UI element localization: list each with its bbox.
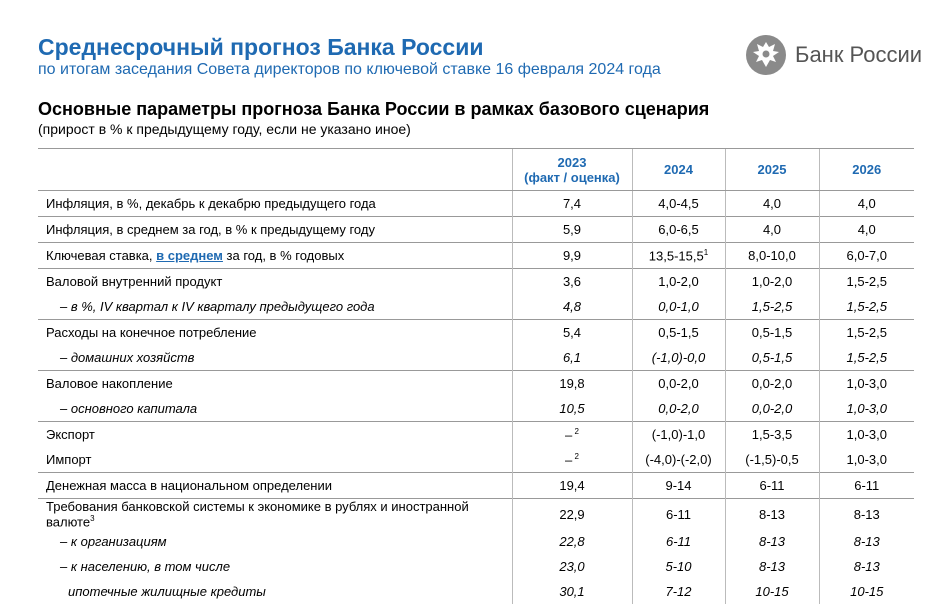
header-2024: 2024 — [632, 149, 725, 191]
forecast-table — [38, 148, 914, 604]
value-cell: 1,5-2,5 — [819, 345, 914, 371]
value-cell: – $^2$ — [512, 447, 632, 473]
row-label: Требования банковской системы к экономике в рублях и иностранной валюте$^3$ — [38, 499, 512, 530]
table-row — [38, 320, 914, 346]
table-row — [38, 554, 914, 579]
value-cell: 0,0-2,0 — [725, 371, 819, 397]
value-cell: 3,6 — [512, 269, 632, 295]
row-label: – домашних хозяйств — [60, 350, 195, 365]
value-cell: 1,5-2,5 — [819, 320, 914, 346]
value-cell: 9-14 — [632, 473, 725, 499]
row-label: Экспорт — [38, 422, 512, 448]
value-cell: 8-13 — [819, 554, 914, 579]
value-cell: 13,5-15,5$^1$ — [632, 243, 725, 269]
bank-logo — [745, 34, 922, 76]
table-row — [38, 269, 914, 295]
value-cell: 19,8 — [512, 371, 632, 397]
value-cell: 1,0-3,0 — [819, 422, 914, 448]
eagle-emblem-icon — [745, 34, 787, 76]
value-cell: 8-13 — [819, 529, 914, 554]
table-row — [38, 499, 914, 530]
value-cell: 10-15 — [819, 579, 914, 604]
value-cell: 10-15 — [725, 579, 819, 604]
average-link[interactable]: в среднем — [156, 248, 223, 263]
section-note: (прирост в % к предыдущему году, если не указано иное) — [38, 121, 411, 137]
value-cell: 4,0-4,5 — [632, 191, 725, 217]
table-row — [38, 473, 914, 499]
value-cell: (-4,0)-(-2,0) — [632, 447, 725, 473]
value-cell: 5-10 — [632, 554, 725, 579]
value-cell: 4,8 — [512, 294, 632, 320]
value-cell: 5,9 — [512, 217, 632, 243]
table-row — [38, 447, 914, 473]
value-cell: (-1,5)-0,5 — [725, 447, 819, 473]
logo-text: Банк России — [795, 42, 923, 67]
value-cell: 1,0-2,0 — [632, 269, 725, 295]
row-label: Инфляция, в среднем за год, в % к предыдущему году — [38, 217, 512, 243]
value-cell: 4,0 — [725, 217, 819, 243]
value-cell: 6,0-7,0 — [819, 243, 914, 269]
table-header — [38, 149, 914, 191]
value-cell: 30,1 — [512, 579, 632, 604]
page-subtitle: по итогам заседания Совета директоров по ключевой ставке 16 февраля 2024 года — [38, 61, 661, 78]
value-cell: 6-11 — [632, 499, 725, 530]
value-cell: 1,0-3,0 — [819, 371, 914, 397]
value-cell: 1,0-3,0 — [819, 447, 914, 473]
row-label: Ключевая ставка, в среднем за год, в % годовых — [38, 243, 512, 269]
value-cell: 6,0-6,5 — [632, 217, 725, 243]
section-title: Основные параметры прогноза Банка России в рамках базового сценария — [38, 99, 710, 119]
row-label: ипотечные жилищные кредиты — [68, 584, 266, 600]
header-2025: 2025 — [725, 149, 819, 191]
value-cell: 19,4 — [512, 473, 632, 499]
value-cell: 8,0-10,0 — [725, 243, 819, 269]
table-row — [38, 529, 914, 554]
value-cell: 1,5-2,5 — [725, 294, 819, 320]
header-2026: 2026 — [819, 149, 914, 191]
value-cell: 5,4 — [512, 320, 632, 346]
table-row — [38, 191, 914, 217]
table-row — [38, 371, 914, 397]
header-2023: 2023 (факт / оценка) — [512, 149, 632, 191]
row-label: Импорт — [46, 452, 92, 467]
value-cell: 0,0-1,0 — [632, 294, 725, 320]
value-cell: 8-13 — [725, 499, 819, 530]
header-label-cell — [38, 149, 512, 191]
value-cell: 8-13 — [725, 529, 819, 554]
value-cell: 7-12 — [632, 579, 725, 604]
row-label: – к организациям — [60, 534, 167, 550]
row-label: – в %, IV квартал к IV кварталу предыдущего года — [60, 299, 375, 314]
value-cell: 23,0 — [512, 554, 632, 579]
table-row — [38, 217, 914, 243]
value-cell: 0,0-2,0 — [632, 371, 725, 397]
row-label: Инфляция, в %, декабрь к декабрю предыдущего года — [38, 191, 512, 217]
value-cell: 6,1 — [512, 345, 632, 371]
value-cell: 7,4 — [512, 191, 632, 217]
table-row — [38, 396, 914, 422]
value-cell: 6-11 — [632, 529, 725, 554]
row-label: Денежная масса в национальном определении — [38, 473, 512, 499]
value-cell: – $^2$ — [512, 422, 632, 448]
row-label: – основного капитала — [60, 401, 198, 416]
value-cell: 6-11 — [725, 473, 819, 499]
value-cell: 8-13 — [725, 554, 819, 579]
row-label: Валовое накопление — [38, 371, 512, 397]
value-cell: 1,5-3,5 — [725, 422, 819, 448]
value-cell: 1,5-2,5 — [819, 294, 914, 320]
row-label: Расходы на конечное потребление — [38, 320, 512, 346]
value-cell: 0,0-2,0 — [725, 396, 819, 422]
table-row — [38, 243, 914, 269]
value-cell: (-1,0)-0,0 — [632, 345, 725, 371]
value-cell: 10,5 — [512, 396, 632, 422]
value-cell: 0,5-1,5 — [725, 320, 819, 346]
value-cell: 9,9 — [512, 243, 632, 269]
value-cell: 6-11 — [819, 473, 914, 499]
value-cell: 1,5-2,5 — [819, 269, 914, 295]
value-cell: 0,0-2,0 — [632, 396, 725, 422]
row-label: – к населению, в том числе — [60, 559, 231, 575]
value-cell: 4,0 — [819, 217, 914, 243]
page-title: Среднесрочный прогноз Банка России — [38, 34, 484, 60]
value-cell: 0,5-1,5 — [632, 320, 725, 346]
value-cell: 4,0 — [819, 191, 914, 217]
value-cell: 8-13 — [819, 499, 914, 530]
value-cell: 22,8 — [512, 529, 632, 554]
table-row — [38, 422, 914, 448]
value-cell: (-1,0)-1,0 — [632, 422, 725, 448]
row-label: Валовой внутренний продукт — [38, 269, 512, 295]
table-row — [38, 345, 914, 371]
value-cell: 1,0-2,0 — [725, 269, 819, 295]
value-cell: 0,5-1,5 — [725, 345, 819, 371]
value-cell: 1,0-3,0 — [819, 396, 914, 422]
value-cell: 4,0 — [725, 191, 819, 217]
value-cell: 22,9 — [512, 499, 632, 530]
table-row — [38, 294, 914, 320]
table-row — [38, 579, 914, 604]
